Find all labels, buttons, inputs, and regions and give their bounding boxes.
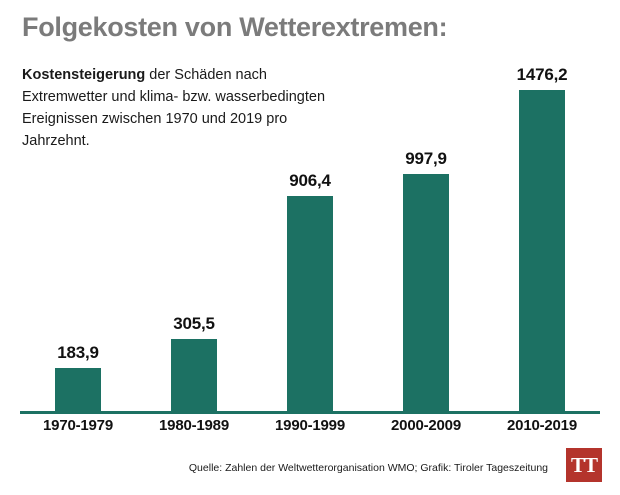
x-axis-tick-label: 2010-2019 — [507, 417, 577, 434]
bar-chart — [22, 60, 598, 412]
logo-label: TT — [570, 452, 597, 477]
bar-value-label: 1476,2 — [516, 65, 568, 84]
bar-column — [254, 60, 366, 412]
x-axis-line — [20, 411, 600, 414]
x-axis-labels — [22, 417, 598, 434]
subtitle-rest: der Schäden nach Extremwetter und klima- bzw. wasserbedingten Ereignissen zwischen 1970 und 2019 pro Jahrzehnt. — [22, 67, 326, 150]
bar-rect — [519, 90, 565, 412]
bar-column — [138, 60, 250, 412]
bar-column — [486, 60, 598, 412]
x-axis-tick-label: 1990-1999 — [275, 417, 345, 434]
x-axis-tick-label: 1980-1989 — [159, 417, 229, 434]
bar-rect — [55, 368, 101, 412]
bar-series — [22, 60, 598, 412]
bar-rect — [287, 196, 333, 412]
bar-column — [370, 60, 482, 412]
bar-value-label: 997,9 — [405, 149, 447, 168]
subtitle-lead: Kostensteigerung — [22, 67, 146, 83]
bottom-spacer — [0, 489, 620, 495]
x-axis-tick-label: 2000-2009 — [391, 417, 461, 434]
bar-value-label: 305,5 — [173, 314, 215, 333]
source-note: Quelle: Zahlen der Weltwetterorganisation WMO; Grafik: Tiroler Tageszeitung — [188, 462, 548, 474]
bar-column — [22, 60, 134, 412]
bar-value-label: 183,9 — [57, 343, 99, 362]
bar-rect — [171, 339, 217, 412]
tiroler-tageszeitung-logo — [566, 448, 602, 482]
bar-rect — [403, 174, 449, 412]
bar-value-label: 906,4 — [289, 171, 331, 190]
page-title: Folgekosten von Wetterextremen: — [22, 12, 448, 42]
x-axis-tick-label: 1970-1979 — [43, 417, 113, 434]
